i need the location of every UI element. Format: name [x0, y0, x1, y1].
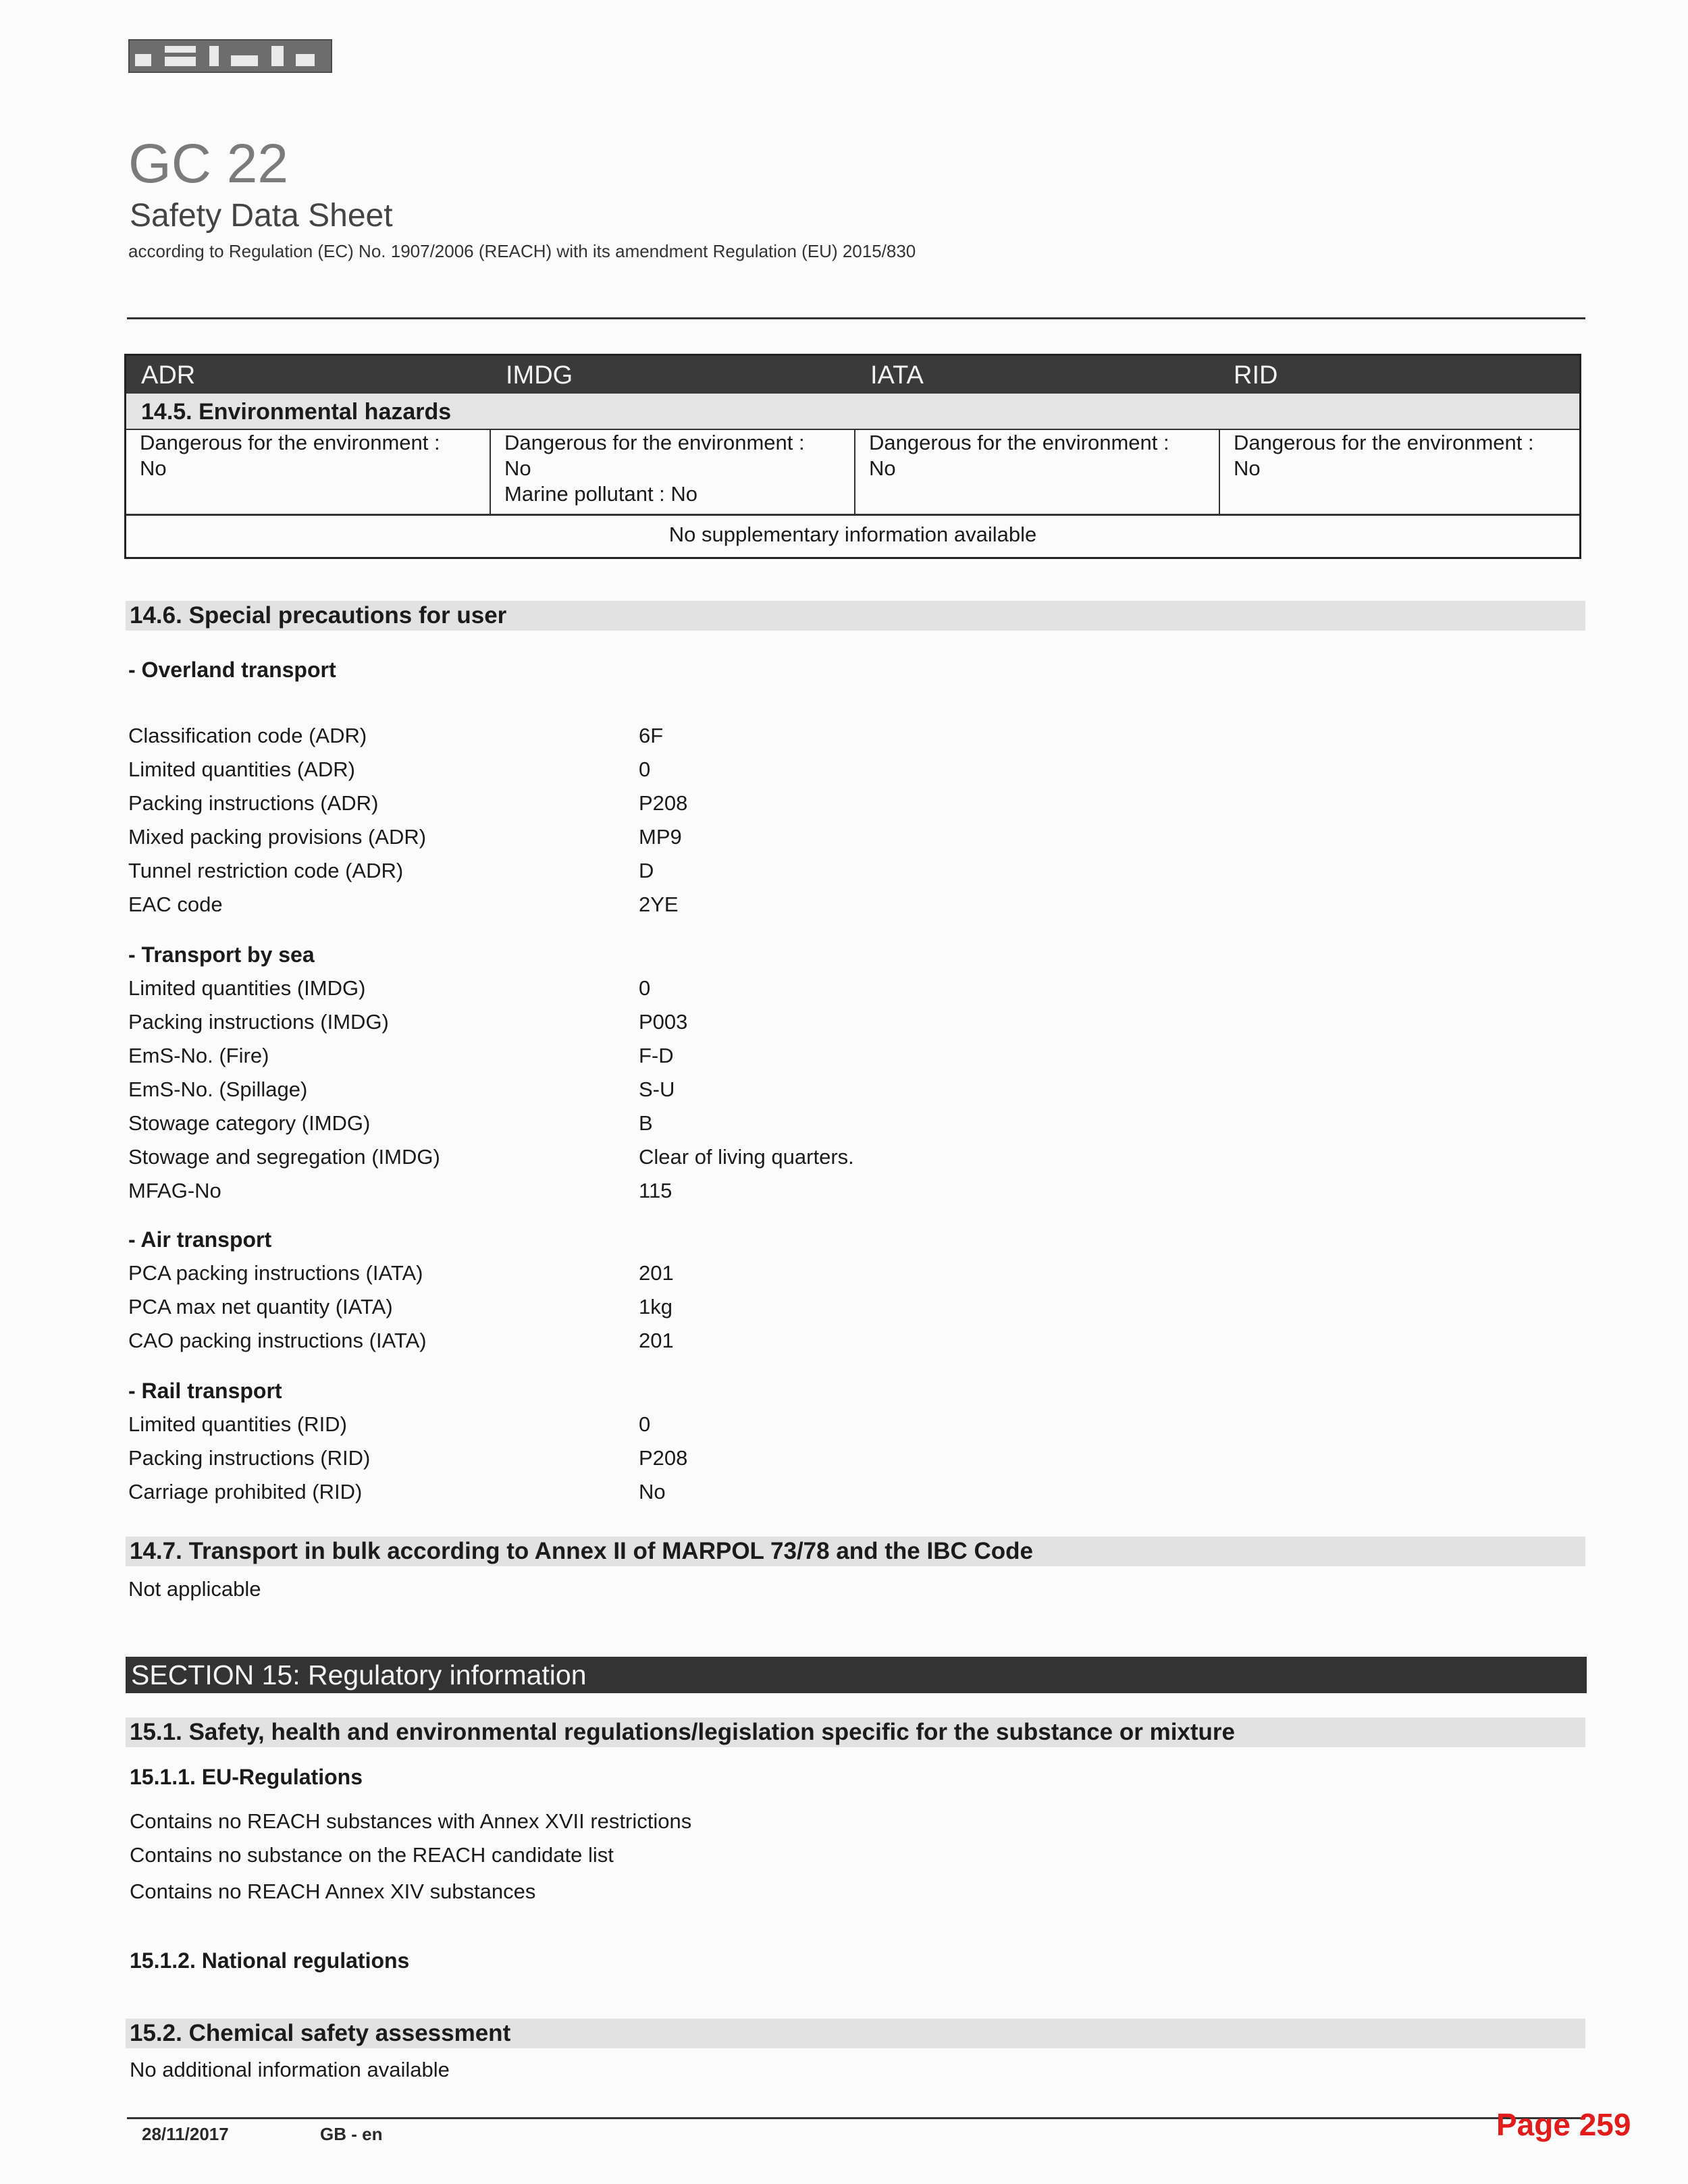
row-value: MP9 — [639, 825, 682, 849]
row-value: F-D — [639, 1044, 674, 1067]
section-title: 14.6. Special precautions for user — [130, 602, 507, 629]
row-label: Limited quantities (ADR) — [128, 757, 355, 781]
row-label: Packing instructions (ADR) — [128, 791, 379, 815]
product-name: GC 22 — [128, 133, 288, 194]
row-label: Limited quantities (IMDG) — [128, 976, 366, 1000]
cell-line: Marine pollutant : No — [504, 482, 698, 506]
footer-divider — [127, 2117, 1585, 2119]
row-label: Carriage prohibited (RID) — [128, 1480, 363, 1503]
row-label: PCA packing instructions (IATA) — [128, 1261, 423, 1285]
transport-table-header — [126, 356, 1579, 394]
row-value: P003 — [639, 1010, 688, 1034]
cell-line: No — [869, 456, 896, 480]
row-label: Limited quantities (RID) — [128, 1412, 347, 1436]
row-value: S-U — [639, 1077, 675, 1101]
column-imdg: IMDG — [506, 361, 573, 390]
row-label: EmS-No. (Spillage) — [128, 1077, 308, 1101]
section-title: 14.7. Transport in bulk according to Annex II of MARPOL 73/78 and the IBC Code — [130, 1538, 1033, 1564]
cell-rid — [1220, 429, 1579, 514]
section-14-7-heading — [126, 1537, 1585, 1566]
row-value: 201 — [639, 1261, 674, 1285]
cell-line: No — [140, 456, 167, 480]
subsection-heading: 15.1.1. EU-Regulations — [130, 1765, 363, 1789]
section-title: 15.2. Chemical safety assessment — [130, 2020, 511, 2046]
column-adr: ADR — [141, 361, 196, 390]
regulation-reference: according to Regulation (EC) No. 1907/2006 (REACH) with its amendment Regulation (EU) 2015/830 — [128, 241, 916, 261]
row-value: B — [639, 1111, 653, 1135]
footer-language: GB - en — [320, 2124, 383, 2144]
group-heading: - Air transport — [128, 1227, 272, 1252]
column-iata: IATA — [870, 361, 924, 390]
section-title: 15.1. Safety, health and environmental regulations/legislation specific for the substance or mixture — [130, 1719, 1236, 1745]
row-value: D — [639, 859, 654, 882]
row-label: MFAG-No — [128, 1179, 221, 1202]
row-label: Stowage and segregation (IMDG) — [128, 1145, 440, 1169]
row-value: Clear of living quarters. — [639, 1145, 854, 1169]
row-label: Packing instructions (IMDG) — [128, 1010, 389, 1034]
table-footnote: No supplementary information available — [126, 514, 1579, 559]
group-heading: - Transport by sea — [128, 942, 315, 967]
regulation-line: Contains no REACH substances with Annex XVII restrictions — [130, 1809, 692, 1833]
section-14-6-heading — [126, 601, 1585, 631]
section-15-2-text: No additional information available — [130, 2058, 450, 2081]
section-15-2-heading — [126, 2019, 1585, 2048]
row-value: 1kg — [639, 1295, 672, 1319]
environmental-hazards-heading — [126, 394, 1579, 430]
cell-line: Dangerous for the environment : — [140, 431, 440, 454]
group-heading: - Rail transport — [128, 1379, 282, 1403]
row-value: P208 — [639, 1446, 688, 1470]
row-value: 115 — [639, 1179, 672, 1202]
row-label: EAC code — [128, 893, 223, 916]
page-number: Page 259 — [1496, 2107, 1631, 2142]
row-value: 6F — [639, 724, 664, 747]
section-15-1-heading — [126, 1717, 1585, 1747]
row-label: Mixed packing provisions (ADR) — [128, 825, 427, 849]
row-value: 0 — [639, 1412, 651, 1436]
cell-line: Dangerous for the environment : — [869, 431, 1169, 454]
row-value: No — [639, 1480, 666, 1503]
row-value: 2YE — [639, 893, 679, 916]
row-label: PCA max net quantity (IATA) — [128, 1295, 393, 1319]
row-value: 0 — [639, 757, 651, 781]
row-label: Classification code (ADR) — [128, 724, 367, 747]
section-15-heading — [126, 1657, 1587, 1693]
cell-line: Dangerous for the environment : — [504, 431, 805, 454]
cell-iata — [855, 429, 1220, 514]
header-divider — [127, 317, 1585, 319]
row-value: 0 — [639, 976, 651, 1000]
section-title: 14.5. Environmental hazards — [141, 399, 452, 425]
section-14-7-text: Not applicable — [128, 1577, 261, 1601]
row-label: CAO packing instructions (IATA) — [128, 1329, 427, 1352]
regulation-line: Contains no REACH Annex XIV substances — [130, 1880, 536, 1903]
row-label: Tunnel restriction code (ADR) — [128, 859, 404, 882]
group-heading: - Overland transport — [128, 658, 336, 682]
row-value: 201 — [639, 1329, 674, 1352]
footer-date: 28/11/2017 — [142, 2124, 229, 2144]
section-title: SECTION 15: Regulatory information — [131, 1659, 587, 1690]
row-value: P208 — [639, 791, 688, 815]
document-type: Safety Data Sheet — [130, 198, 393, 234]
cell-line: No — [1234, 456, 1261, 480]
row-label: EmS-No. (Fire) — [128, 1044, 269, 1067]
column-rid: RID — [1234, 361, 1278, 390]
cell-line: No — [504, 456, 531, 480]
cell-adr — [126, 429, 491, 514]
cell-line: Dangerous for the environment : — [1234, 431, 1534, 454]
transport-table — [124, 354, 1581, 559]
row-label: Stowage category (IMDG) — [128, 1111, 371, 1135]
regulation-line: Contains no substance on the REACH candidate list — [130, 1843, 614, 1867]
subsection-heading: 15.1.2. National regulations — [130, 1948, 410, 1973]
cell-imdg — [491, 429, 855, 514]
row-label: Packing instructions (RID) — [128, 1446, 371, 1470]
